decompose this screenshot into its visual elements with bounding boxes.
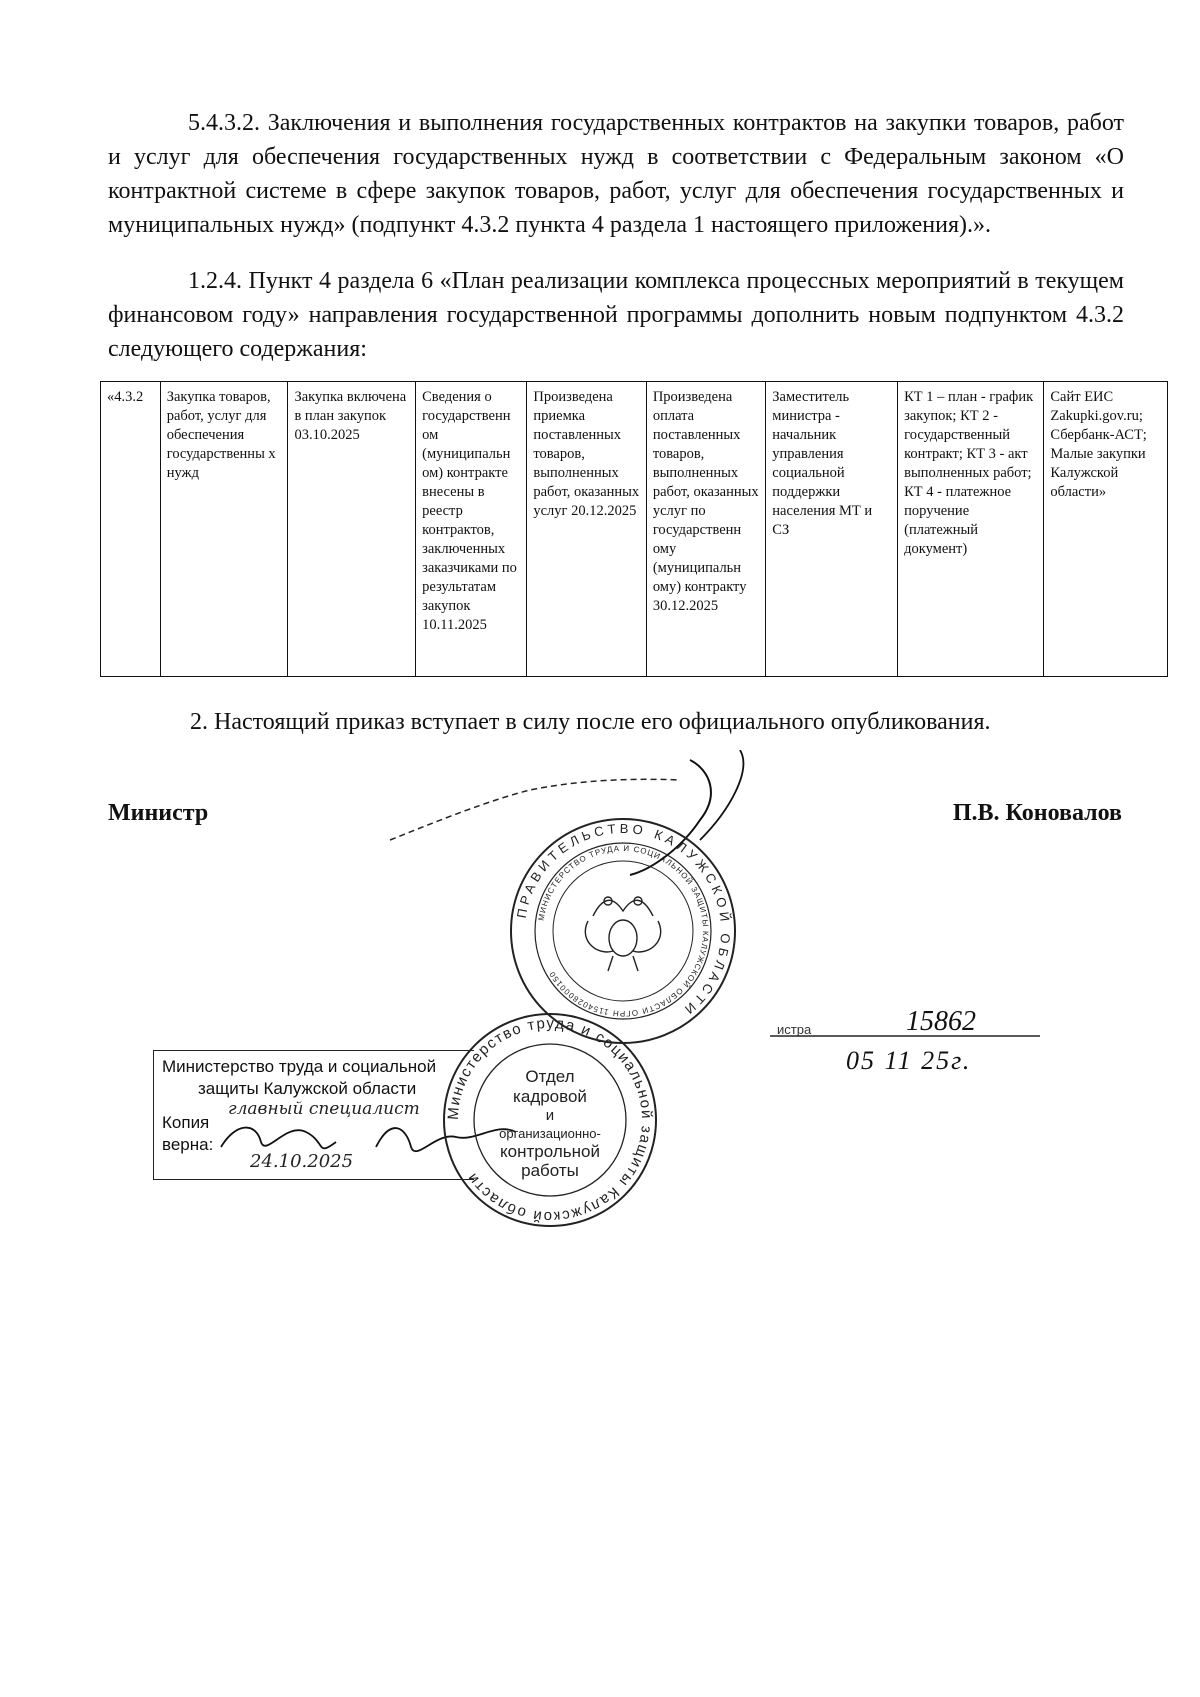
seal-inner-text: МИНИСТЕРСТВО ТРУДА И СОЦИАЛЬНОЙ ЗАЩИТЫ КАЛУЖСКОЙ ОБЛАСТИ ОГРН 1154028000150: [536, 843, 711, 1019]
department-stamp-line: контрольной: [500, 1142, 600, 1161]
paragraph-text: 5.4.3.2. Заключения и выполнения государственных контрактов на закупки товаров, работ и услуг для обеспечения государственных нужд в соответствии с Федеральным законом «О контрактной системе в сфере закупок товаров, работ, услуг для обеспечения государственных и муниципальных нужд» (подпункт 4.3.2 пункта 4 раздела 1 настоящего приложения).».: [108, 110, 1124, 238]
table-cell-number: «4.3.2: [101, 382, 161, 677]
table-cell-checkpoint-1: Закупка включена в план закупок 03.10.2025: [288, 382, 416, 677]
registration-date: 05 11 25г.: [846, 1046, 972, 1075]
paragraph-1-2-4: [108, 264, 1124, 366]
paragraph-5-4-3-2: [108, 106, 1124, 242]
copy-stamp-org-line2: защиты Калужской области: [198, 1079, 417, 1098]
paragraph-2: 2. Настоящий приказ вступает в силу после его официального опубликования.: [190, 709, 991, 735]
table-cell-checkpoint-3: Произведена приемка поставленных товаров, выполненных работ, оказанных услуг 20.12.2025: [527, 382, 646, 677]
table-cell-checkpoint-2: Сведения о государственн ом (муниципальн ом) контракте внесены в реестр контрактов, заключенных заказчиками по результатам закупок 10.11.2025: [416, 382, 527, 677]
registration-label: истра: [777, 1022, 812, 1037]
eagle-emblem-icon: [585, 897, 660, 971]
department-stamp-line: организационно-: [499, 1126, 601, 1141]
department-stamp-ring-text: Министерство труда и социальной защиты Калужской области: [444, 1014, 656, 1226]
registration-line: [770, 1034, 1040, 1038]
copy-stamp-handwritten-date: 24.10.2025: [250, 1151, 354, 1172]
copy-stamp-kopia: Копия: [162, 1113, 210, 1132]
department-stamp-line: Отдел: [525, 1067, 575, 1086]
department-stamp-line: кадровой: [513, 1087, 587, 1106]
table-cell-checkpoint-4: Произведена оплата поставленных товаров, выполненных работ, оказанных услуг по государственн ому (муниципальн ому) контракту 30.12.2025: [646, 382, 765, 677]
copy-stamp-org-line1: Министерство труда и социальной: [162, 1057, 437, 1076]
plan-table: [100, 381, 1168, 677]
registration-number: 15862: [906, 1006, 976, 1037]
svg-text:МИНИСТЕРСТВО ТРУДА И СОЦИАЛЬНО: [537, 844, 710, 1018]
table-cell-event: Закупка товаров, работ, услуг для обеспечения государственны х нужд: [160, 382, 288, 677]
table-cell-documents: КТ 1 – план - график закупок; КТ 2 - государственный контракт; КТ 3 - акт выполненных работ; КТ 4 - платежное поручение (платежный документ): [898, 382, 1044, 677]
table-row: [101, 382, 1168, 677]
paragraph-text: 1.2.4. Пункт 4 раздела 6 «План реализации комплекса процессных мероприятий в текущем финансовом году» направления государственной программы дополнить новым подпунктом 4.3.2 следующего содержания:: [108, 268, 1124, 362]
copy-stamp-handwritten-position: главный специалист: [228, 1099, 420, 1119]
table-cell-info-system: Сайт ЕИС Zakupki.gov.ru; Сбербанк-АСТ; Малые закупки Калужской области»: [1044, 382, 1168, 677]
copy-stamp-verna: верна:: [162, 1135, 214, 1154]
department-stamp-line: и: [545, 1107, 555, 1124]
signatory-title: Министр: [108, 800, 209, 826]
department-stamp-line: работы: [521, 1161, 579, 1180]
signatory-name: П.В. Коновалов: [952, 800, 1122, 826]
seal-outer-text: ПРАВИТЕЛЬСТВО КАЛУЖСКОЙ ОБЛАСТИ: [513, 820, 734, 1020]
table-cell-responsible: Заместитель министра - начальник управления социальной поддержки населения МТ и СЗ: [766, 382, 898, 677]
department-stamp: [440, 1010, 660, 1230]
